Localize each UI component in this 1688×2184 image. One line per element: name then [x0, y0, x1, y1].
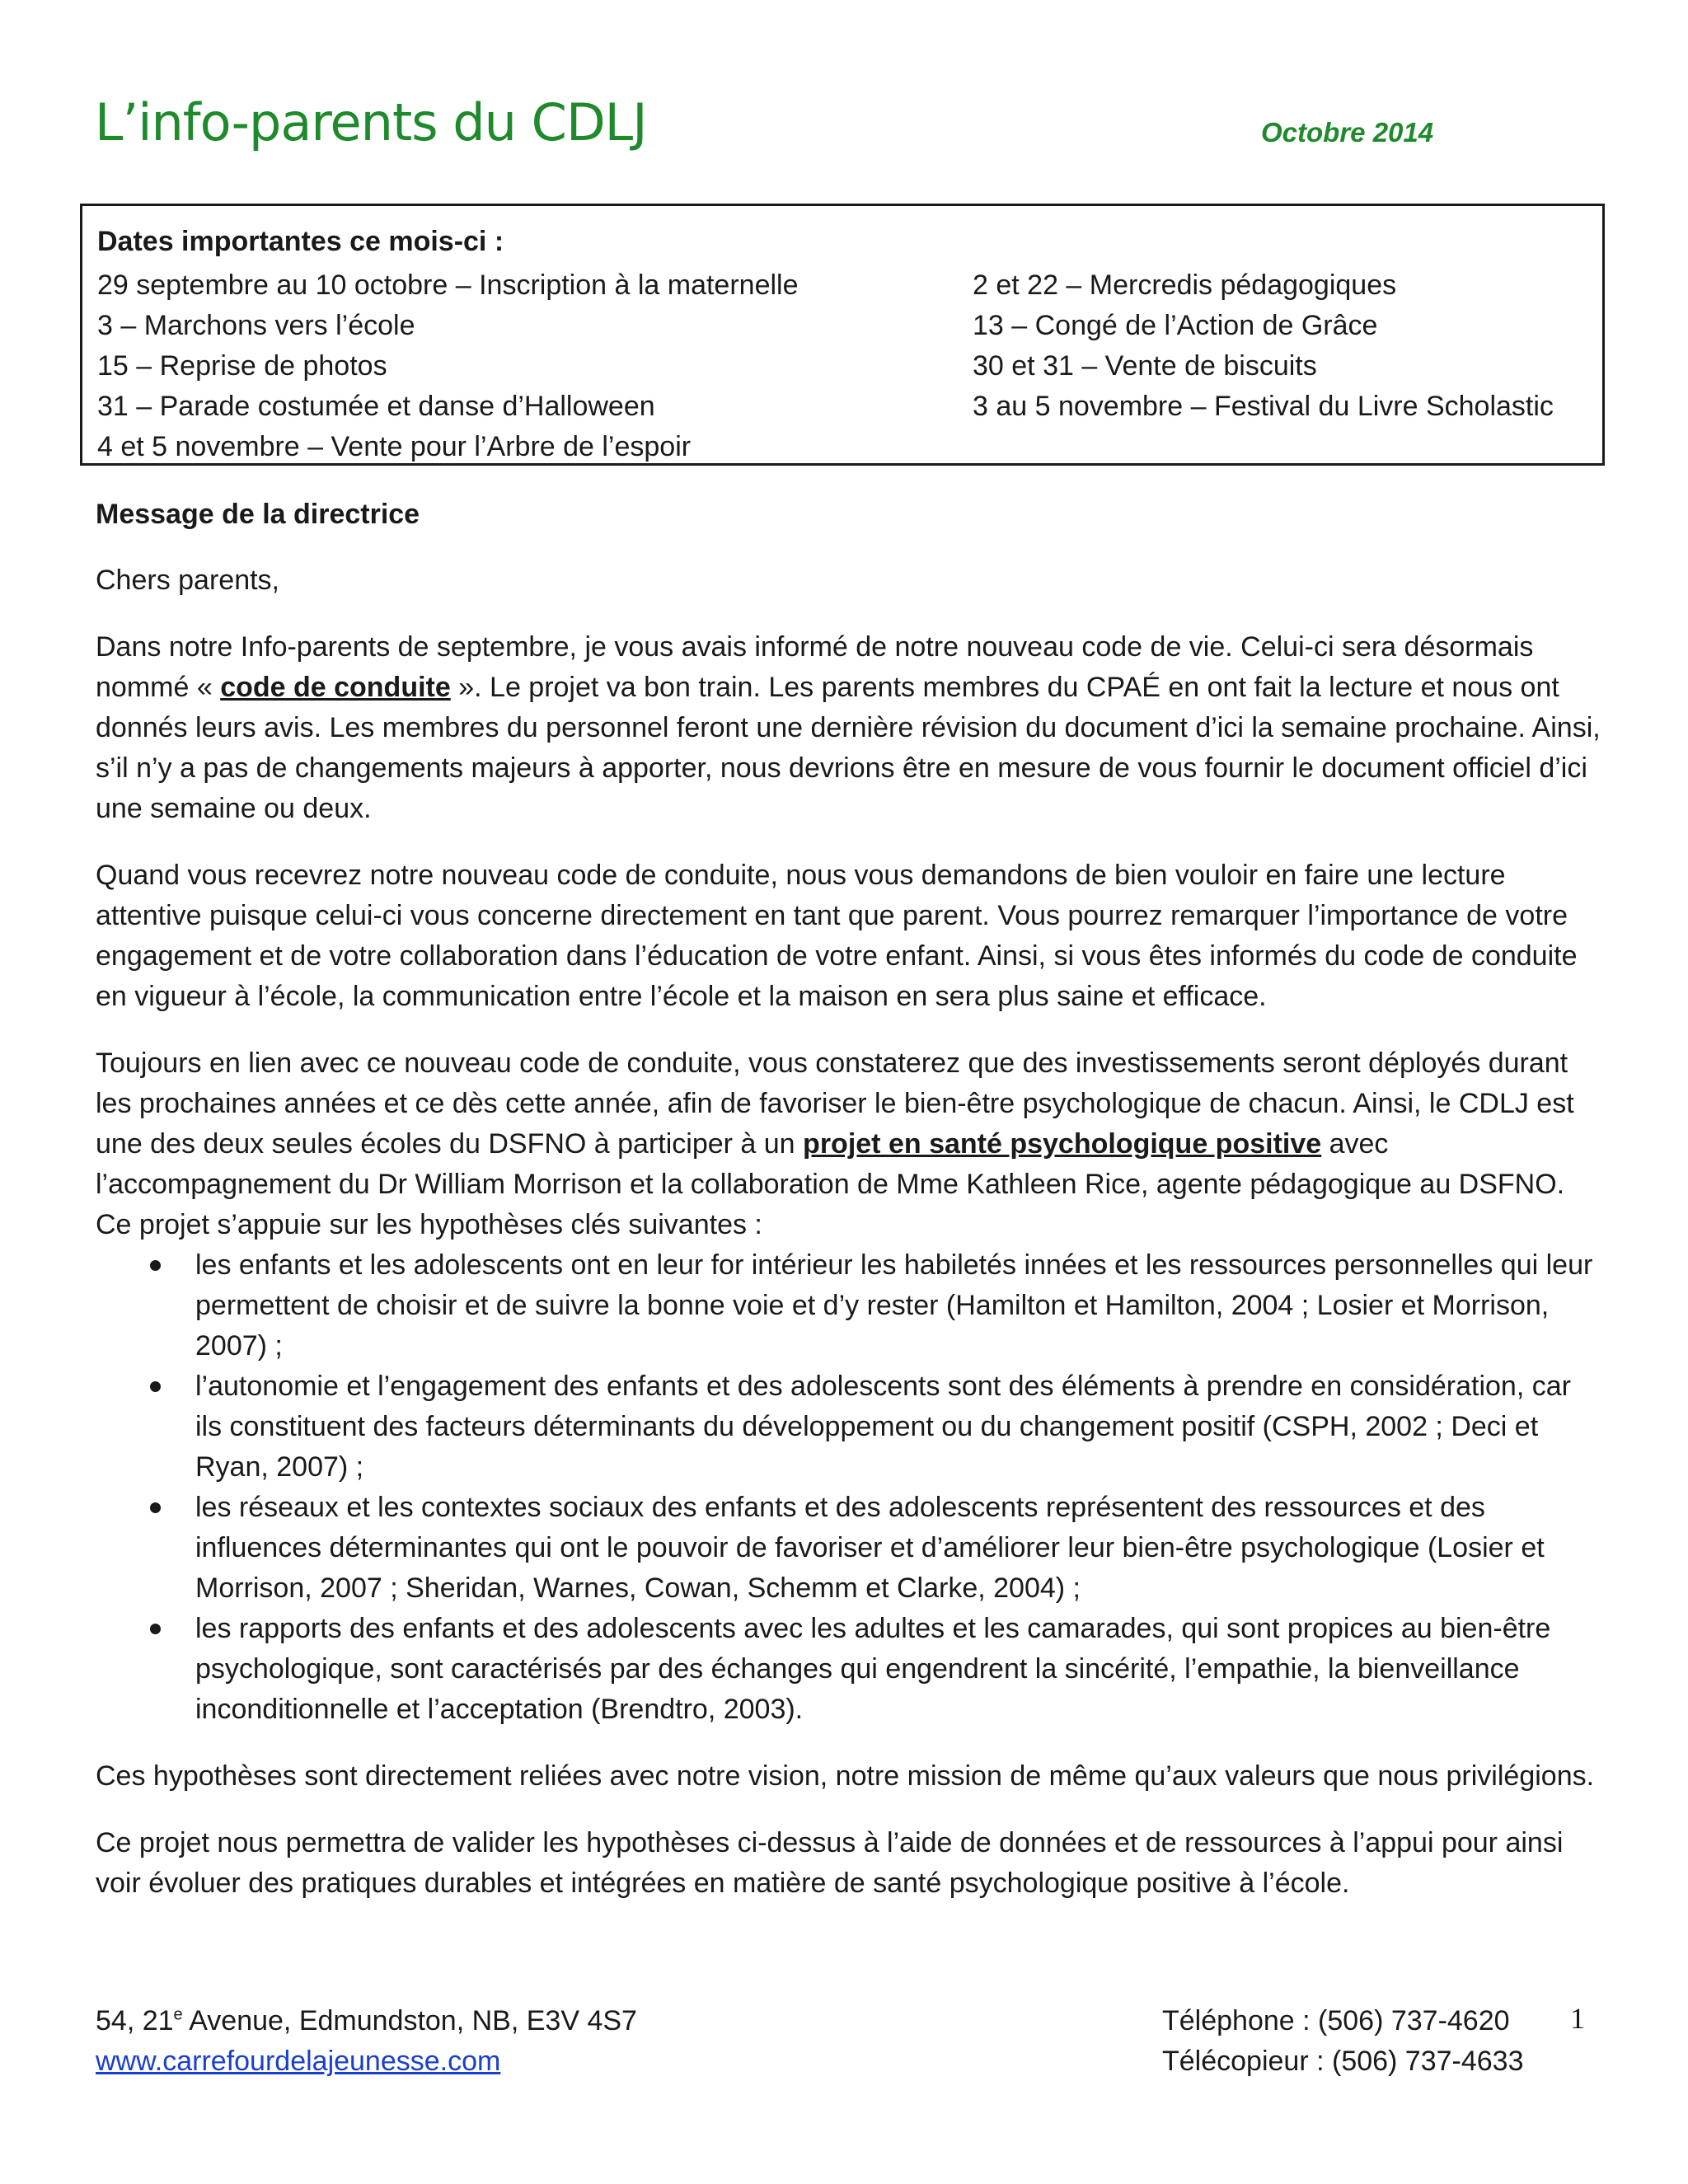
important-dates-box	[80, 204, 1605, 466]
footer-phone: Téléphone : (506) 737-4620	[1162, 2005, 1510, 2036]
paragraph-lecture: Quand vous recevrez notre nouveau code de conduite, nous vous demandons de bien vouloir en faire une lecture attentive puisque celui-ci vous concerne directement en tant que parent. Vous pourrez remarquer l’importance de votre engagement et de votre collaboration dans l’éducation de votre enfant. Ainsi, si vous êtes informés du code de conduite en vigueur à l’école, la communication entre l’école et la maison en sera plus saine et efficace.	[96, 860, 1578, 1012]
list-item-text: les rapports des enfants et des adolescents avec les adultes et les camarades, qui sont propices au bien-être psychologique, sont caractérisés par des échanges qui engendrent la sincérité, l’empathie, la bienveillance inconditionnelle et l’acceptation (Brendtro, 2003).	[195, 1613, 1551, 1725]
list-item-text: les enfants et les adolescents ont en leur for intérieur les habiletés innées et les ressources personnelles qui leur permettent de choisir et de suivre la bonne voie et d’y rester (Hamilton et Hamilton, 2004 ; Losier et Morrison, 2007) ;	[195, 1249, 1593, 1361]
address-rest: Avenue, Edmundston, NB, E3V 4S7	[182, 2005, 637, 2036]
list-item	[96, 1366, 1604, 1488]
paragraph-text: avec l’accompagnement du Dr William Morrison et la collaboration de Mme Kathleen Rice, agente pédagogique au DSFNO. Ce projet s’appuie sur les hypothèses clés suivantes :	[96, 1128, 1565, 1240]
list-item-text: les réseaux et les contextes sociaux des enfants et des adolescents représentent des ressources et des influences déterminantes qui ont le pouvoir de favoriser et d’améliorer leur bien-être psychologique (Losier et Morrison, 2007 ; Sheridan, Warnes, Cowan, Schemm et Clarke, 2004) ;	[195, 1492, 1545, 1604]
date-item: 3 – Marchons vers l’école	[97, 310, 415, 341]
paragraph-text: ». Le projet va bon train. Les parents membres du CPAÉ en ont fait la lecture et nous ont donnés leurs avis. Les membres du personnel feront une dernière révision du document d’ici la semaine prochaine. Ainsi, s’il n’y a pas de changements majeurs à apporter, nous devrions être en mesure de vous fournir le document officiel d’ici une semaine ou deux.	[96, 672, 1601, 824]
important-dates-heading: Dates importantes ce mois-ci :	[97, 226, 504, 257]
date-item: 30 et 31 – Vente de biscuits	[973, 350, 1317, 382]
dates-left-column	[97, 265, 799, 467]
list-item	[96, 1488, 1604, 1609]
list-item-text: l’autonomie et l’engagement des enfants et des adolescents sont des éléments à prendre en considération, car ils constituent des facteurs déterminants du développement ou du changement positif (CSPH, 2002 ; Deci et Ryan, 2007) ;	[195, 1371, 1571, 1483]
website-link[interactable]: www.carrefourdelajeunesse.com	[96, 2046, 501, 2077]
list-item	[96, 1609, 1604, 1730]
paragraph-projet	[96, 1043, 1604, 1245]
bullet-icon	[150, 1381, 161, 1392]
list-item	[96, 1245, 1604, 1366]
bullet-icon	[150, 1624, 161, 1634]
issue-date: Octobre 2014	[1261, 117, 1434, 148]
bullet-icon	[150, 1260, 161, 1271]
address-number: 54, 21	[96, 2005, 174, 2036]
date-item: 15 – Reprise de photos	[97, 350, 387, 382]
date-item: 3 au 5 novembre – Festival du Livre Scholastic	[973, 391, 1554, 422]
hypotheses-list	[96, 1245, 1604, 1730]
paragraph-text: Dans notre Info-parents de septembre, je vous avais informé de notre nouveau code de vie. Celui-ci sera désormais nommé «	[96, 631, 1534, 703]
page-title: L’info-parents du CDLJ	[95, 92, 647, 152]
paragraph-code-de-conduite	[96, 627, 1604, 829]
main-content	[96, 494, 1604, 1930]
date-item: 13 – Congé de l’Action de Grâce	[973, 310, 1378, 341]
bullet-icon	[150, 1502, 161, 1513]
date-item: 2 et 22 – Mercredis pédagogiques	[973, 269, 1397, 301]
paragraph-text: Toujours en lien avec ce nouveau code de conduite, vous constaterez que des investissements seront déployés durant les prochaines années et ce dès cette année, afin de favoriser le bien-être psychologique de chacun. Ainsi, le CDLJ est une des deux seules écoles du DSFNO à participer à un	[96, 1047, 1574, 1160]
paragraph-validation: Ce projet nous permettra de valider les hypothèses ci-dessus à l’aide de données et de ressources à l’appui pour ainsi voir évoluer des pratiques durables et intégrées en matière de santé psychologique positive à l’école.	[96, 1827, 1564, 1899]
date-item: 4 et 5 novembre – Vente pour l’Arbre de l’espoir	[97, 431, 692, 462]
paragraph-vision: Ces hypothèses sont directement reliées avec notre vision, notre mission de même qu’aux valeurs que nous privilégions.	[96, 1760, 1595, 1792]
footer-fax: Télécopieur : (506) 737-4633	[1162, 2046, 1524, 2077]
dates-right-column	[973, 265, 1554, 427]
greeting: Chers parents,	[96, 565, 279, 596]
footer-address	[96, 2001, 637, 2041]
date-item: 31 – Parade costumée et danse d’Halloween	[97, 391, 655, 422]
code-de-conduite-link: code de conduite	[220, 672, 451, 703]
date-item: 29 septembre au 10 octobre – Inscription à la maternelle	[97, 269, 799, 301]
projet-sante-link: projet en santé psychologique positive	[803, 1128, 1322, 1160]
page-number: 1	[1570, 2002, 1585, 2035]
section-title: Message de la directrice	[96, 499, 420, 530]
address-superscript: e	[173, 2005, 183, 2024]
